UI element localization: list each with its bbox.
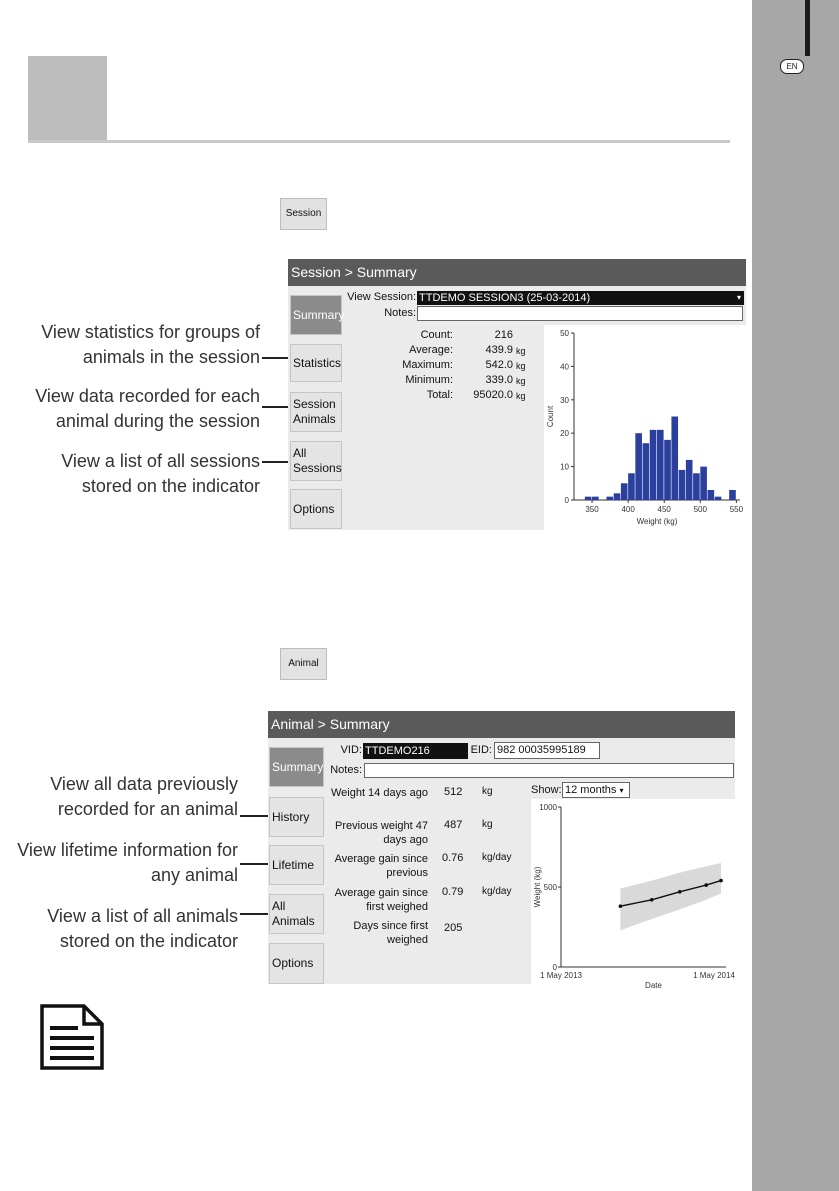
stat-unit: kg/day bbox=[482, 886, 512, 897]
annotation-leader bbox=[240, 815, 268, 817]
y-tick-label: 40 bbox=[560, 362, 569, 372]
tab-summary[interactable]: Summary bbox=[290, 295, 342, 335]
annotation-leader bbox=[262, 357, 288, 359]
histogram-bar bbox=[606, 497, 613, 500]
histogram-bar bbox=[628, 473, 635, 500]
tab-all-animals[interactable]: All Animals bbox=[269, 894, 324, 934]
histogram-bar bbox=[643, 443, 650, 500]
view-session-value: TTDEMO SESSION3 (25-03-2014) bbox=[419, 292, 591, 304]
section-number-box bbox=[28, 56, 107, 142]
stat-label: Days since first weighed bbox=[353, 920, 428, 946]
stat-value: 512 bbox=[444, 786, 463, 798]
histogram-bar bbox=[729, 490, 736, 500]
side-tab-strip bbox=[752, 0, 839, 1191]
stat-value: 542.0 bbox=[485, 359, 513, 371]
x-tick-label: 1 May 2014 bbox=[693, 971, 735, 980]
annotation-history: View all data previously recorded for an animal bbox=[50, 774, 238, 819]
x-tick-label: 500 bbox=[693, 505, 707, 514]
annotation-all-animals: View a list of all animals stored on the indicator bbox=[47, 906, 238, 951]
stat-label: Maximum: bbox=[402, 359, 453, 371]
stat-label: Count: bbox=[420, 329, 453, 341]
weight-point bbox=[619, 904, 623, 908]
stat-unit: kg bbox=[516, 346, 526, 356]
histogram-bar bbox=[635, 433, 642, 500]
weight-histogram bbox=[544, 325, 746, 530]
stat-value: 0.79 bbox=[442, 886, 464, 898]
stat-label: Previous weight 47 days ago bbox=[335, 820, 428, 846]
y-axis-label: Weight (kg) bbox=[533, 866, 542, 908]
histogram-bar bbox=[650, 430, 657, 500]
y-tick-label: 0 bbox=[552, 963, 557, 972]
note-icon bbox=[40, 1004, 104, 1070]
stat-unit: kg/day bbox=[482, 852, 512, 863]
eid-label: EID: bbox=[470, 744, 492, 756]
stat-label: Total: bbox=[426, 389, 453, 401]
notes-label: Notes: bbox=[384, 307, 416, 319]
histogram-bar bbox=[679, 470, 686, 500]
language-badge: EN bbox=[780, 59, 804, 74]
annotation-leader bbox=[262, 406, 288, 408]
annotation-leader bbox=[240, 913, 268, 915]
session-summary-screen bbox=[288, 259, 746, 530]
weight-history-chart bbox=[531, 799, 735, 990]
stat-value: 0.76 bbox=[442, 852, 464, 864]
notes-input[interactable] bbox=[364, 763, 734, 778]
stat-label: Average gain since first weighed bbox=[334, 887, 428, 913]
tab-summary[interactable]: Summary bbox=[269, 747, 324, 787]
stat-value: 205 bbox=[444, 922, 463, 934]
histogram-bar bbox=[585, 497, 592, 500]
histogram-bar bbox=[715, 497, 722, 500]
tab-all-sessions[interactable]: All Sessions bbox=[290, 441, 342, 481]
y-tick-label: 1000 bbox=[539, 803, 557, 812]
stat-label: Minimum: bbox=[405, 374, 453, 386]
x-axis-label: Weight (kg) bbox=[636, 517, 678, 526]
stat-label: Weight 14 days ago bbox=[330, 787, 428, 799]
y-tick-label: 500 bbox=[543, 883, 557, 892]
x-tick-label: 450 bbox=[657, 505, 671, 514]
vid-input[interactable]: TTDEMO216 bbox=[363, 743, 468, 759]
histogram-bar bbox=[708, 490, 715, 500]
histogram-panel bbox=[544, 325, 746, 530]
stat-unit: kg bbox=[516, 361, 526, 371]
stat-unit: kg bbox=[516, 376, 526, 386]
tab-options[interactable]: Options bbox=[290, 489, 342, 529]
histogram-bar bbox=[671, 417, 678, 501]
annotation-statistics: View statistics for groups of animals in the session bbox=[41, 322, 260, 367]
stat-unit: kg bbox=[482, 819, 493, 830]
show-period-value: 12 months bbox=[565, 784, 617, 796]
notes-label: Notes: bbox=[330, 764, 362, 776]
annotation-session-animals: View data recorded for each animal during the session bbox=[35, 386, 260, 431]
animal-stats-table bbox=[326, 781, 531, 984]
stat-value: 487 bbox=[444, 819, 463, 831]
view-session-select[interactable] bbox=[417, 291, 744, 305]
animal-title-bar: Animal > Summary bbox=[268, 711, 735, 738]
weight-point bbox=[719, 879, 723, 883]
stat-unit: kg bbox=[516, 391, 526, 401]
tab-lifetime[interactable]: Lifetime bbox=[269, 845, 324, 885]
annotation-all-sessions: View a list of all sessions stored on the indicator bbox=[61, 451, 260, 496]
y-tick-label: 10 bbox=[560, 462, 569, 472]
view-session-label: View Session: bbox=[347, 291, 416, 303]
session-button[interactable]: Session bbox=[280, 198, 327, 230]
stat-value: 339.0 bbox=[485, 374, 513, 386]
histogram-bar bbox=[657, 430, 664, 500]
x-tick-label: 1 May 2013 bbox=[540, 971, 582, 980]
histogram-bar bbox=[621, 483, 628, 500]
y-axis-label: Count bbox=[546, 405, 555, 428]
tab-statistics[interactable]: Statistics bbox=[290, 344, 342, 382]
eid-input[interactable]: 982 00035995189 bbox=[494, 742, 600, 759]
y-tick-label: 20 bbox=[560, 429, 569, 439]
histogram-bar bbox=[664, 440, 671, 500]
x-tick-label: 550 bbox=[729, 505, 744, 514]
y-tick-label: 30 bbox=[560, 395, 569, 405]
stat-value: 95020.0 bbox=[473, 389, 513, 401]
annotation-leader bbox=[262, 461, 288, 463]
histogram-bar bbox=[686, 460, 693, 500]
x-axis-label: Date bbox=[645, 981, 662, 990]
tab-history[interactable]: History bbox=[269, 797, 324, 837]
animal-button[interactable]: Animal bbox=[280, 648, 327, 680]
tab-options[interactable]: Options bbox=[269, 943, 324, 984]
stat-value: 216 bbox=[494, 329, 513, 341]
weight-history-panel bbox=[531, 799, 735, 990]
weight-point bbox=[704, 883, 708, 887]
annotation-leader bbox=[240, 863, 268, 865]
histogram-bar bbox=[700, 467, 707, 500]
cut-mark bbox=[805, 0, 810, 56]
chevron-down-icon: ▾ bbox=[736, 293, 741, 302]
histogram-bar bbox=[592, 497, 599, 500]
animal-summary-screen bbox=[268, 711, 735, 990]
stat-value: 439.9 bbox=[485, 344, 513, 356]
stat-unit: kg bbox=[482, 786, 493, 797]
vid-label: VID: bbox=[340, 744, 362, 756]
show-period-select[interactable] bbox=[562, 782, 630, 798]
weight-point bbox=[678, 890, 682, 894]
confidence-band bbox=[620, 863, 721, 930]
header-divider bbox=[28, 140, 730, 143]
x-tick-label: 400 bbox=[621, 505, 635, 514]
session-title-bar: Session > Summary bbox=[288, 259, 746, 286]
histogram-bar bbox=[614, 493, 621, 500]
annotation-lifetime: View lifetime information for any animal bbox=[17, 840, 238, 885]
stat-label: Average: bbox=[409, 344, 453, 356]
histogram-bar bbox=[693, 473, 700, 500]
stat-label: Average gain since previous bbox=[334, 853, 428, 879]
notes-input[interactable] bbox=[417, 306, 743, 321]
y-tick-label: 50 bbox=[560, 329, 569, 338]
chevron-down-icon: ▾ bbox=[619, 786, 624, 795]
show-label: Show: bbox=[531, 784, 562, 796]
x-tick-label: 350 bbox=[585, 505, 599, 514]
tab-session-animals[interactable]: Session Animals bbox=[290, 392, 342, 432]
weight-point bbox=[650, 898, 654, 902]
y-tick-label: 0 bbox=[564, 496, 569, 505]
